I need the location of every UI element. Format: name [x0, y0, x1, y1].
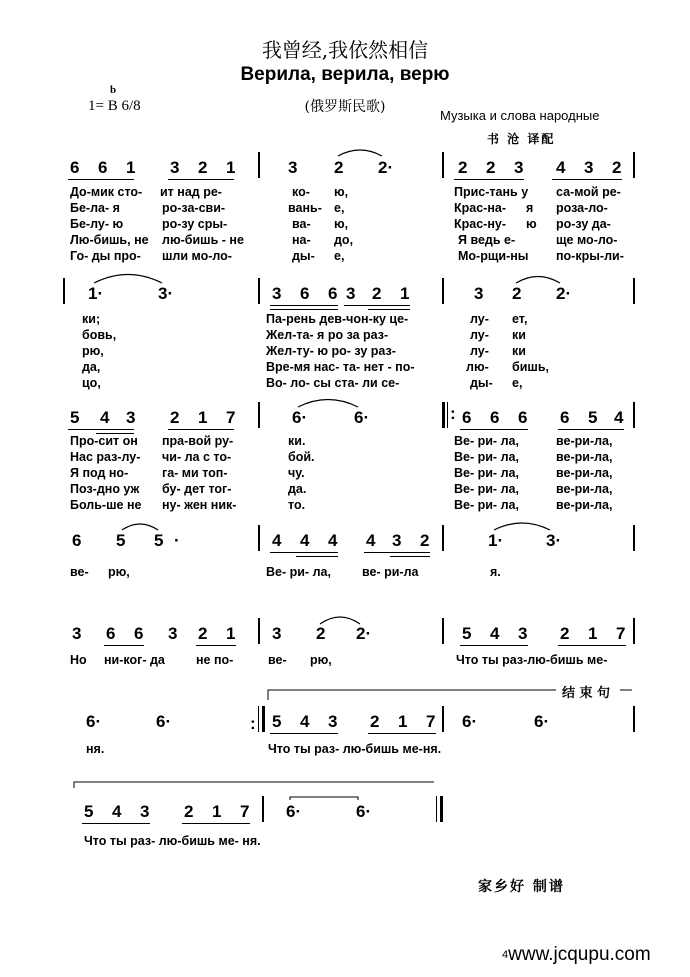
note: 7	[426, 712, 436, 731]
lyric-syllable: Вре-мя нас- та- нет - по-	[266, 360, 415, 374]
note: 4	[490, 624, 500, 643]
lyric-syllable: Я ведь е-	[458, 233, 516, 247]
lyric-syllable: Но	[70, 653, 87, 667]
note: 6	[328, 284, 338, 303]
lyric-syllable: ва-	[292, 217, 311, 231]
site-url: www.jcqupu.com	[508, 944, 651, 965]
note: 6	[560, 408, 570, 427]
website-watermark	[502, 944, 651, 966]
note: 6	[518, 408, 528, 427]
note: 4	[100, 408, 110, 427]
note: 2·	[378, 158, 394, 177]
note: 7	[240, 802, 250, 821]
note: 6	[490, 408, 500, 427]
note: 6·	[534, 712, 550, 731]
lyric-syllable: ет,	[512, 312, 528, 326]
note: 5	[84, 802, 94, 821]
lyric-syllable: ве-ри-ла,	[556, 498, 613, 512]
lyric-syllable: ки.	[288, 434, 306, 448]
note: 3	[126, 408, 136, 427]
lyric-syllable: Что ты раз- лю-бишь ме- ня.	[84, 834, 261, 848]
lyric-syllable: ю,	[334, 185, 349, 199]
note: 3	[272, 624, 282, 643]
lyric-syllable: то.	[288, 498, 306, 512]
lyric-syllable: га- ми топ-	[162, 466, 228, 480]
lyric-syllable: ве-	[268, 653, 287, 667]
lyric-syllable: ве-ри-ла,	[556, 450, 613, 464]
note: 1	[400, 284, 410, 303]
note: 7	[616, 624, 626, 643]
title-russian: Верила, верила, верю	[240, 64, 450, 85]
credit-arranger: 书 沧 译配	[487, 132, 556, 146]
lyric-syllable: Поз-дно уж	[70, 482, 140, 496]
lyric-syllable: Во- ло- сы ста- ли се-	[266, 376, 400, 390]
note: 4	[272, 531, 282, 550]
lyric-syllable: е,	[512, 376, 523, 390]
credit-music: Музыка и слова народные	[440, 108, 600, 123]
lyric-syllable: Мо-рщи-ны	[458, 249, 529, 263]
fermata-bracket	[290, 797, 358, 800]
lyric-syllable: лу-	[470, 328, 489, 342]
slur	[516, 277, 560, 284]
key-prefix: 1=	[88, 98, 104, 114]
note: 2	[198, 624, 208, 643]
note: 3·	[158, 284, 174, 303]
lyric-syllable: до,	[334, 233, 354, 247]
lyric-syllable: на-	[292, 233, 311, 247]
lyric-syllable: ня.	[86, 742, 105, 756]
lyric-syllable: Ве- ри- ла,	[266, 565, 331, 579]
lyric-syllable: ве-ри-ла,	[556, 434, 613, 448]
lyric-syllable: ко-	[292, 185, 310, 199]
lyric-syllable: ве- ри-ла	[362, 565, 419, 579]
note: 5	[462, 624, 472, 643]
lyric-syllable: цо,	[82, 376, 101, 390]
note: 4	[366, 531, 376, 550]
note: 1	[198, 408, 208, 427]
note: 6	[70, 158, 80, 177]
lyric-syllable: Бе-лу- ю	[70, 217, 124, 231]
lyric-syllable: ни-ког- да	[104, 653, 165, 667]
lyric-syllable: До-мик сто-	[70, 185, 143, 199]
note: 1·	[488, 531, 504, 550]
lyric-syllable: ю,	[334, 217, 349, 231]
lyric-syllable: не по-	[196, 653, 234, 667]
note: 1	[126, 158, 136, 177]
lyric-syllable: да.	[288, 482, 307, 496]
note: 6·	[292, 408, 308, 427]
note: 3	[170, 158, 180, 177]
note: 4	[300, 531, 310, 550]
lyric-syllable: Про-сит он	[70, 434, 138, 448]
lyric-syllable: Ве- ри- ла,	[454, 498, 519, 512]
lyric-syllable: чи- ла с то-	[162, 450, 232, 464]
lyric-syllable: ю	[526, 217, 537, 231]
lyric-syllable: ве-ри-ла,	[556, 482, 613, 496]
lyric-syllable: лу-	[470, 344, 489, 358]
note: 2·	[556, 284, 572, 303]
note: 3	[140, 802, 150, 821]
lyric-syllable: са-мой ре-	[556, 185, 621, 199]
lyric-syllable: вань-	[288, 201, 322, 215]
note: 5	[272, 712, 282, 731]
lyric-syllable: лю-	[466, 360, 489, 374]
note: 2·	[356, 624, 372, 643]
note: 2	[170, 408, 180, 427]
lyric-syllable: Па-рень дев-чон-ку це-	[266, 312, 409, 326]
note: 2	[512, 284, 522, 303]
note: 3	[72, 624, 82, 643]
slur	[298, 400, 358, 408]
lyric-syllable: ды-	[292, 249, 315, 263]
note: 3	[272, 284, 282, 303]
lyric-syllable: бу- дет тог-	[162, 482, 232, 496]
note: 5	[116, 531, 126, 550]
title-chinese: 我曾经,我依然相信	[261, 38, 429, 62]
ending-bracket-2	[74, 782, 434, 788]
note: 2	[316, 624, 326, 643]
note: ·	[174, 531, 180, 550]
subtitle: (俄罗斯民歌)	[304, 99, 386, 115]
slur	[122, 524, 158, 530]
key-rest: B 6/8	[107, 98, 141, 114]
lyric-syllable: лу-	[470, 312, 489, 326]
note: 6	[72, 531, 82, 550]
note: 3	[168, 624, 178, 643]
lyric-syllable: Что ты раз- лю-бишь ме-ня.	[268, 742, 442, 756]
lyric-syllable: бой.	[288, 450, 315, 464]
lyric-syllable: Нас раз-лу-	[70, 450, 141, 464]
lyric-syllable: Жел-та- я ро за раз-	[266, 328, 389, 342]
lyric-syllable: пра-вой ру-	[162, 434, 234, 448]
ending-label: 结 束 句	[562, 686, 611, 701]
lyric-syllable: Прис-тань у	[454, 185, 529, 199]
lyric-syllable: ды-	[470, 376, 493, 390]
lyric-syllable: бовь,	[82, 328, 117, 342]
note: 4	[112, 802, 122, 821]
lyric-syllable: ро-зу да-	[556, 217, 611, 231]
lyric-syllable: Что ты раз-лю-бишь ме-	[456, 653, 608, 667]
lyric-syllable: ро-зу сры-	[162, 217, 228, 231]
lyric-syllable: чу.	[288, 466, 305, 480]
lyric-syllable: я	[526, 201, 534, 215]
note: 3	[584, 158, 594, 177]
note: 3·	[546, 531, 562, 550]
note: 6	[106, 624, 116, 643]
lyric-syllable: Крас-на-	[454, 201, 506, 215]
site-mark: 4	[502, 948, 509, 961]
note: 2	[458, 158, 468, 177]
note: 1·	[88, 284, 104, 303]
lyric-syllable: ки	[512, 328, 526, 342]
lyric-syllable: шли мо-ло-	[162, 249, 232, 263]
note: 3	[474, 284, 484, 303]
note: 4	[328, 531, 338, 550]
note: 6	[134, 624, 144, 643]
lyric-syllable: ит над ре-	[160, 185, 222, 199]
note: 3	[346, 284, 356, 303]
repeat-dots: :	[250, 714, 256, 733]
note: 6·	[354, 408, 370, 427]
note: 2	[334, 158, 344, 177]
lyric-syllable: е,	[334, 201, 345, 215]
key-flat-sign: b	[110, 84, 117, 96]
lyric-syllable: ну- жен ник-	[162, 498, 237, 512]
note: 6·	[156, 712, 172, 731]
lyric-syllable: рю,	[310, 653, 332, 667]
note: 2	[486, 158, 496, 177]
note: 5	[154, 531, 164, 550]
note: 6·	[462, 712, 478, 731]
lyric-syllable: ве-	[70, 565, 89, 579]
lyric-syllable: рю,	[82, 344, 104, 358]
lyric-syllable: бишь,	[512, 360, 549, 374]
note: 4	[556, 158, 566, 177]
lyric-syllable: Го- ды про-	[70, 249, 141, 263]
lyric-syllable: Ве- ри- ла,	[454, 466, 519, 480]
lyric-syllable: да,	[82, 360, 101, 374]
note: 3	[392, 531, 402, 550]
slur	[338, 150, 382, 156]
lyric-syllable: ки;	[82, 312, 101, 326]
note: 6·	[86, 712, 102, 731]
note: 2	[420, 531, 430, 550]
note: 2	[372, 284, 382, 303]
maker-credit: 家乡好 制谱	[478, 879, 565, 895]
lyric-syllable: Ве- ри- ла,	[454, 434, 519, 448]
lyric-syllable: ро-за-сви-	[162, 201, 226, 215]
note: 2	[370, 712, 380, 731]
note: 5	[588, 408, 598, 427]
note: 3	[288, 158, 298, 177]
slur	[320, 617, 360, 624]
lyric-syllable: ще мо-ло-	[556, 233, 618, 247]
note: 7	[226, 408, 236, 427]
note: 3	[514, 158, 524, 177]
note: 3	[328, 712, 338, 731]
lyric-syllable: ки	[512, 344, 526, 358]
note: 6	[300, 284, 310, 303]
slur	[94, 275, 162, 284]
note: 6	[98, 158, 108, 177]
lyric-syllable: Жел-ту- ю ро- зу раз-	[266, 344, 396, 358]
note: 2	[184, 802, 194, 821]
note: 2	[560, 624, 570, 643]
lyric-syllable: рю,	[108, 565, 130, 579]
note: 2	[612, 158, 622, 177]
lyric-syllable: Ве- ри- ла,	[454, 482, 519, 496]
note: 5	[70, 408, 80, 427]
lyric-syllable: роза-ло-	[556, 201, 608, 215]
note: 6·	[286, 802, 302, 821]
note: 1	[226, 158, 236, 177]
lyric-syllable: лю-бишь - не	[162, 233, 244, 247]
note: 1	[212, 802, 222, 821]
lyric-syllable: я.	[490, 565, 501, 579]
note: 6·	[356, 802, 372, 821]
note: 1	[588, 624, 598, 643]
ending-bracket	[268, 690, 556, 700]
lyric-syllable: ве-ри-ла,	[556, 466, 613, 480]
slur	[494, 523, 550, 530]
lyric-syllable: Лю-бишь, не	[70, 233, 149, 247]
lyric-syllable: по-кры-ли-	[556, 249, 624, 263]
lyric-syllable: Крас-ну-	[454, 217, 506, 231]
note: 4	[300, 712, 310, 731]
lyric-syllable: Ве- ри- ла,	[454, 450, 519, 464]
note: 4	[614, 408, 624, 427]
note: 1	[226, 624, 236, 643]
note: 1	[398, 712, 408, 731]
lyric-syllable: Боль-ше не	[70, 498, 142, 512]
lyric-syllable: Бе-ла- я	[70, 201, 120, 215]
note: 2	[198, 158, 208, 177]
lyric-syllable: Я под но-	[70, 466, 129, 480]
lyric-syllable: е,	[334, 249, 345, 263]
repeat-dots: :	[450, 404, 456, 423]
note: 6	[462, 408, 472, 427]
note: 3	[518, 624, 528, 643]
